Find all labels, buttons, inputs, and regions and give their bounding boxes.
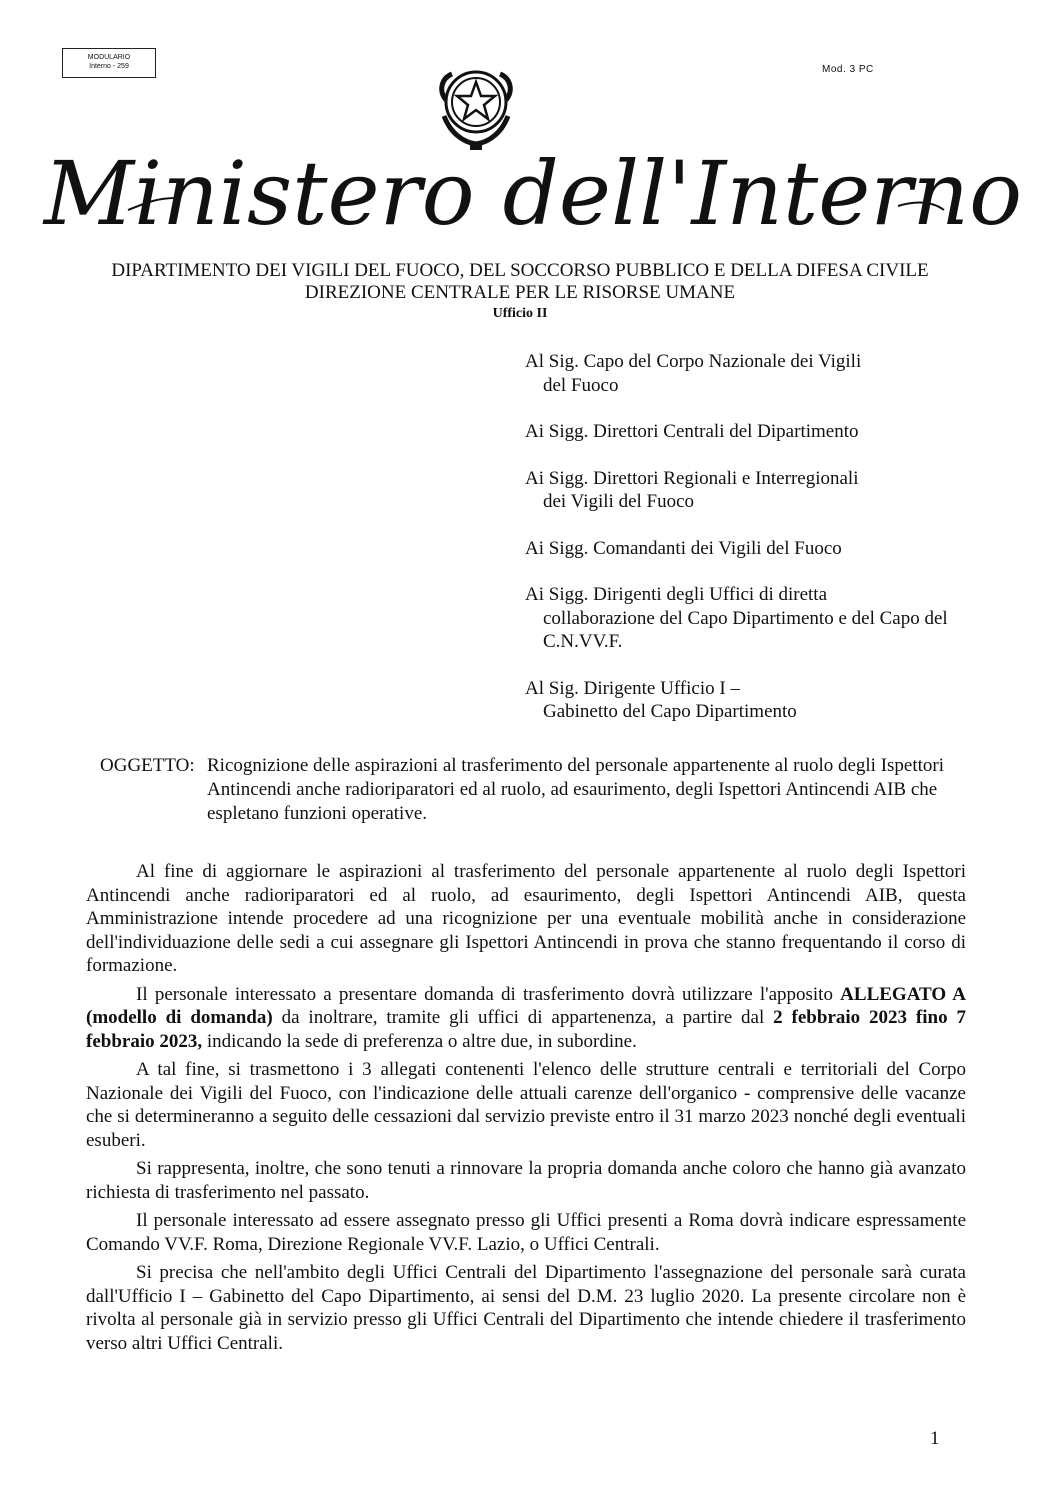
subject-text: Ricognizione delle aspirazioni al trasferimento del personale appartenente al ruolo degli Ispettori Antincendi anche radioriparatori ed al ruolo, ad esaurimento, degli Ispettori Antincendi AIB che espletano funzioni operative.: [207, 755, 945, 824]
modulario-stamp: [62, 48, 156, 78]
direction-name: DIREZIONE CENTRALE PER LE RISORSE UMANE: [304, 282, 736, 303]
body-paragraph: Il personale interessato a presentare domanda di trasferimento dovrà utilizzare l'apposito ALLEGATO A (modello di domanda) da inoltrare, tramite gli uffici di appartenenza, a partire dal 2 febbraio 2023 fino 7 febbraio 2023, indicando la sede di preferenza o altre due, in subordine.: [86, 983, 966, 1052]
body-paragraph: Al fine di aggiornare le aspirazioni al trasferimento del personale appartenente al ruolo degli Ispettori Antincendi anche radioriparatori ed al ruolo, ad esaurimento, degli Ispettori Antincendi AIB, questa Amministrazione intende procedere ad una ricognizione per una eventuale mobilità anche in considerazione dell'individuazione delle sedi a cui assegnare gli Ispettori Antincendi in prova che stanno frequentando il corso di formazione.: [86, 861, 966, 976]
stamp-line-2: Interno - 259: [89, 63, 129, 70]
body-paragraph: Il personale interessato ad essere assegnato presso gli Uffici presenti a Roma dovrà indicare espressamente Comando VV.F. Roma, Direzione Regionale VV.F. Lazio, o Uffici Centrali.: [86, 1210, 966, 1255]
recipient-item: Al Sig. Capo del Corpo Nazionale dei Vigili del Fuoco: [525, 351, 862, 396]
document-header: [60, 260, 980, 324]
recipient-item: Ai Sigg. Direttori Centrali del Dipartimento: [525, 421, 859, 442]
ministry-title: [43, 132, 1023, 257]
department-name: DIPARTIMENTO DEI VIGILI DEL FUOCO, DEL SOCCORSO PUBBLICO E DELLA DIFESA CIVILE: [111, 260, 929, 281]
recipient-item: Al Sig. Dirigente Ufficio I – Gabinetto del Capo Dipartimento: [525, 677, 797, 722]
stamp-line-1: MODULARIO: [87, 54, 131, 61]
ministry-title-text: Ministero dell'Interno: [43, 142, 1023, 245]
recipient-item: Ai Sigg. Direttori Regionali e Interregionali dei Vigili del Fuoco: [525, 467, 859, 512]
attachment-reference: ALLEGATO A (modello di domanda): [86, 983, 966, 1028]
recipients-list: [525, 350, 965, 724]
model-code: Mod. 3 PC: [822, 64, 874, 75]
recipient-item: Ai Sigg. Comandanti dei Vigili del Fuoco: [525, 537, 842, 559]
body-paragraph: Si precisa che nell'ambito degli Uffici Centrali del Dipartimento l'assegnazione del personale sarà curata dall'Ufficio I – Gabinetto del Capo Dipartimento, ai sensi del D.M. 23 luglio 2020. La presente circolare non è rivolta al personale già in servizio presso gli Uffici Centrali del Dipartimento che intende chiedere il trasferimento verso altri Uffici Centrali.: [86, 1262, 966, 1354]
deadline-dates: 2 febbraio 2023 fino 7 febbraio 2023,: [86, 1007, 966, 1052]
recipient-item: Ai Sigg. Dirigenti degli Uffici di diretta collaborazione del Capo Dipartimento e del Capo del C.N.VV.F.: [525, 584, 948, 652]
office-name: Ufficio II: [492, 306, 548, 321]
page-number: 1: [930, 1428, 940, 1449]
subject-label: OGGETTO:: [100, 755, 195, 776]
body-paragraph: Si rappresenta, inoltre, che sono tenuti a rinnovare la propria domanda anche coloro che hanno già avanzato richiesta di trasferimento nel passato.: [86, 1158, 966, 1203]
letter-body: [86, 860, 966, 1360]
body-paragraph: A tal fine, si trasmettono i 3 allegati contenenti l'elenco delle strutture centrali e territoriali del Corpo Nazionale dei Vigili del Fuoco, con l'indicazione delle attuali carenze dell'organico - comprensive delle vacanze che si determineranno a seguito delle cessazioni dal servizio previste entro il 31 marzo 2023 nonché degli eventuali esuberi.: [86, 1059, 966, 1151]
subject-block: [100, 754, 980, 826]
